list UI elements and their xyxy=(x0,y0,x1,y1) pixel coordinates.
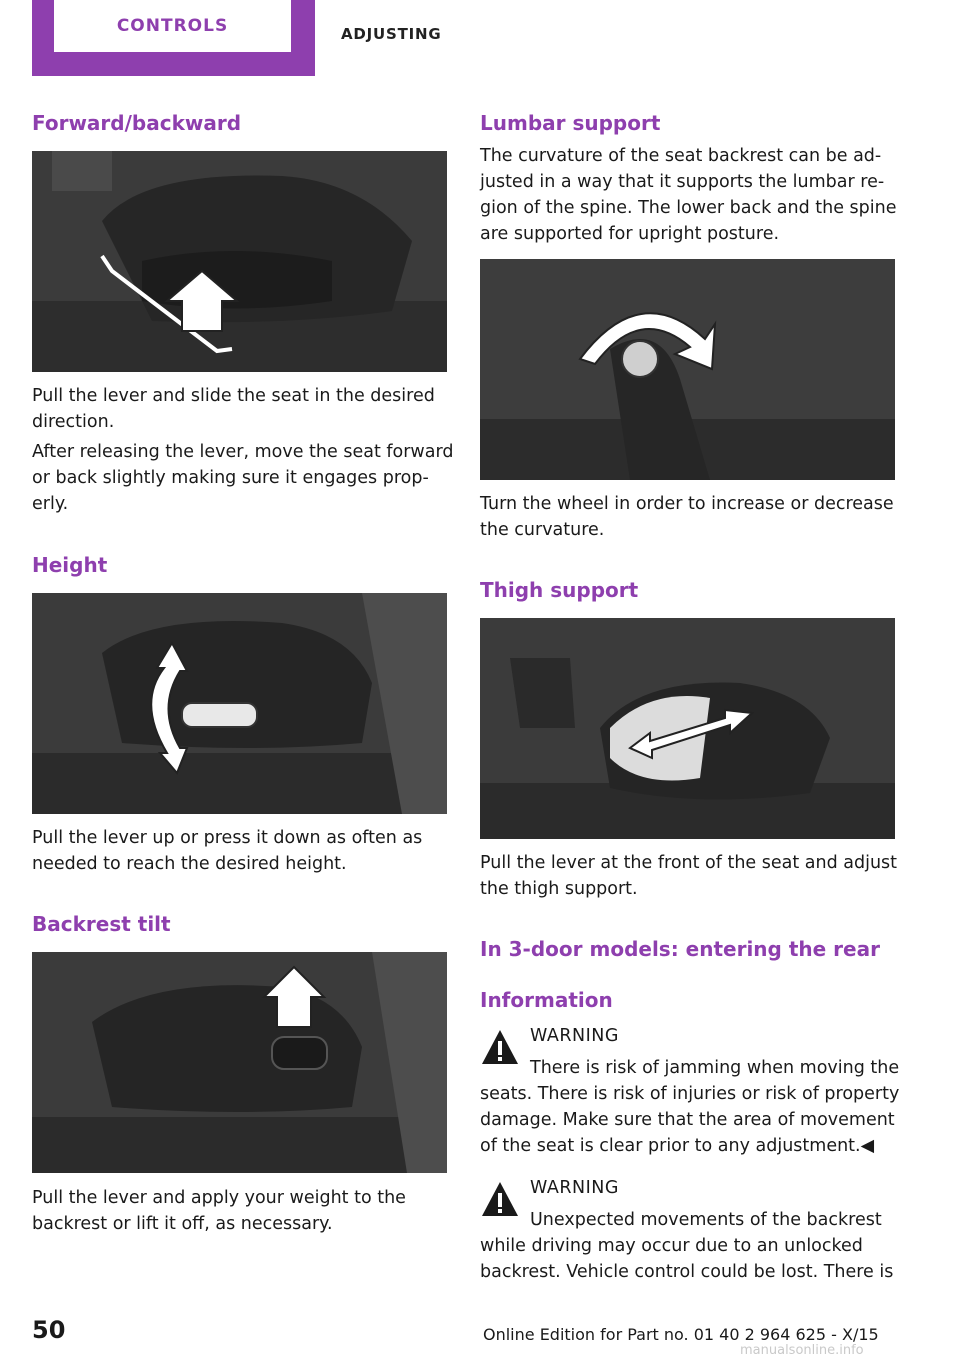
text-line: Pull the lever at the front of the seat and adjust xyxy=(480,853,898,873)
thigh-support-paragraph xyxy=(480,850,897,902)
text-line: backrest or lift it off, as necessary. xyxy=(32,1214,333,1234)
tab-controls-label: CONTROLS xyxy=(116,16,229,36)
forward-backward-paragraph-2 xyxy=(32,439,453,517)
heading-forward-backward: Forward/backward xyxy=(32,111,242,135)
text-line: direction. xyxy=(32,412,115,432)
heading-backrest-tilt: Backrest tilt xyxy=(32,912,171,936)
text-line: while driving may occur due to an unlocked xyxy=(480,1236,863,1256)
text-line: There is risk of jamming when moving the xyxy=(530,1058,900,1078)
text-line: seats. There is risk of injuries or risk of property xyxy=(480,1084,900,1104)
text-line: Unexpected movements of the backrest xyxy=(530,1210,882,1230)
footer-edition: Online Edition for Part no. 01 40 2 964 625 - X/15 xyxy=(483,1325,879,1344)
photo-seat-forward-backward xyxy=(32,151,447,372)
heading-entering-rear: In 3-door models: entering the rear xyxy=(480,937,880,961)
photo-backrest-tilt xyxy=(32,952,447,1173)
text-line: After releasing the lever, move the seat forward xyxy=(32,442,454,462)
text-line: backrest. Vehicle control could be lost. There is xyxy=(480,1262,894,1282)
warning-2-text xyxy=(480,1207,893,1285)
text-line: erly. xyxy=(32,494,69,514)
text-line: damage. Make sure that the area of movement xyxy=(480,1110,895,1130)
lumbar-support-paragraph-1 xyxy=(480,143,897,247)
photo-seat-height xyxy=(32,593,447,814)
heading-thigh-support: Thigh support xyxy=(480,578,639,602)
text-line: needed to reach the desired height. xyxy=(32,854,347,874)
forward-backward-paragraph-1 xyxy=(32,383,435,435)
text-line: are supported for upright posture. xyxy=(480,224,780,244)
height-paragraph xyxy=(32,825,422,877)
warning-label: WARNING xyxy=(530,1026,619,1046)
text-line: gion of the spine. The lower back and the spine xyxy=(480,198,897,218)
backrest-tilt-paragraph xyxy=(32,1185,406,1237)
text-line: Pull the lever and slide the seat in the desired xyxy=(32,386,435,406)
tab-controls[interactable] xyxy=(32,0,315,76)
watermark: manualsonline.info xyxy=(740,1343,864,1358)
heading-height: Height xyxy=(32,553,108,577)
text-line: Turn the wheel in order to increase or decrease xyxy=(480,494,894,514)
lumbar-support-paragraph-2 xyxy=(480,491,894,543)
subheading-information: Information xyxy=(480,988,613,1012)
tab-controls-inner xyxy=(54,0,291,52)
text-line: Pull the lever and apply your weight to the xyxy=(32,1188,406,1208)
heading-lumbar-support: Lumbar support xyxy=(480,111,661,135)
text-line: the curvature. xyxy=(480,520,605,540)
text-line: the thigh support. xyxy=(480,879,638,899)
photo-lumbar-support xyxy=(480,259,895,480)
text-line: justed in a way that it supports the lumbar re‐ xyxy=(480,172,885,192)
text-line: The curvature of the seat backrest can be ad‐ xyxy=(480,146,882,166)
photo-thigh-support xyxy=(480,618,895,839)
warning-1-text xyxy=(480,1055,899,1159)
tab-adjusting[interactable]: ADJUSTING xyxy=(341,25,442,43)
text-line: of the seat is clear prior to any adjustment.◀ xyxy=(480,1136,875,1156)
warning-label: WARNING xyxy=(530,1178,619,1198)
text-line: Pull the lever up or press it down as often as xyxy=(32,828,423,848)
text-line: or back slightly making sure it engages prop‐ xyxy=(32,468,429,488)
page-number: 50 xyxy=(32,1316,66,1344)
